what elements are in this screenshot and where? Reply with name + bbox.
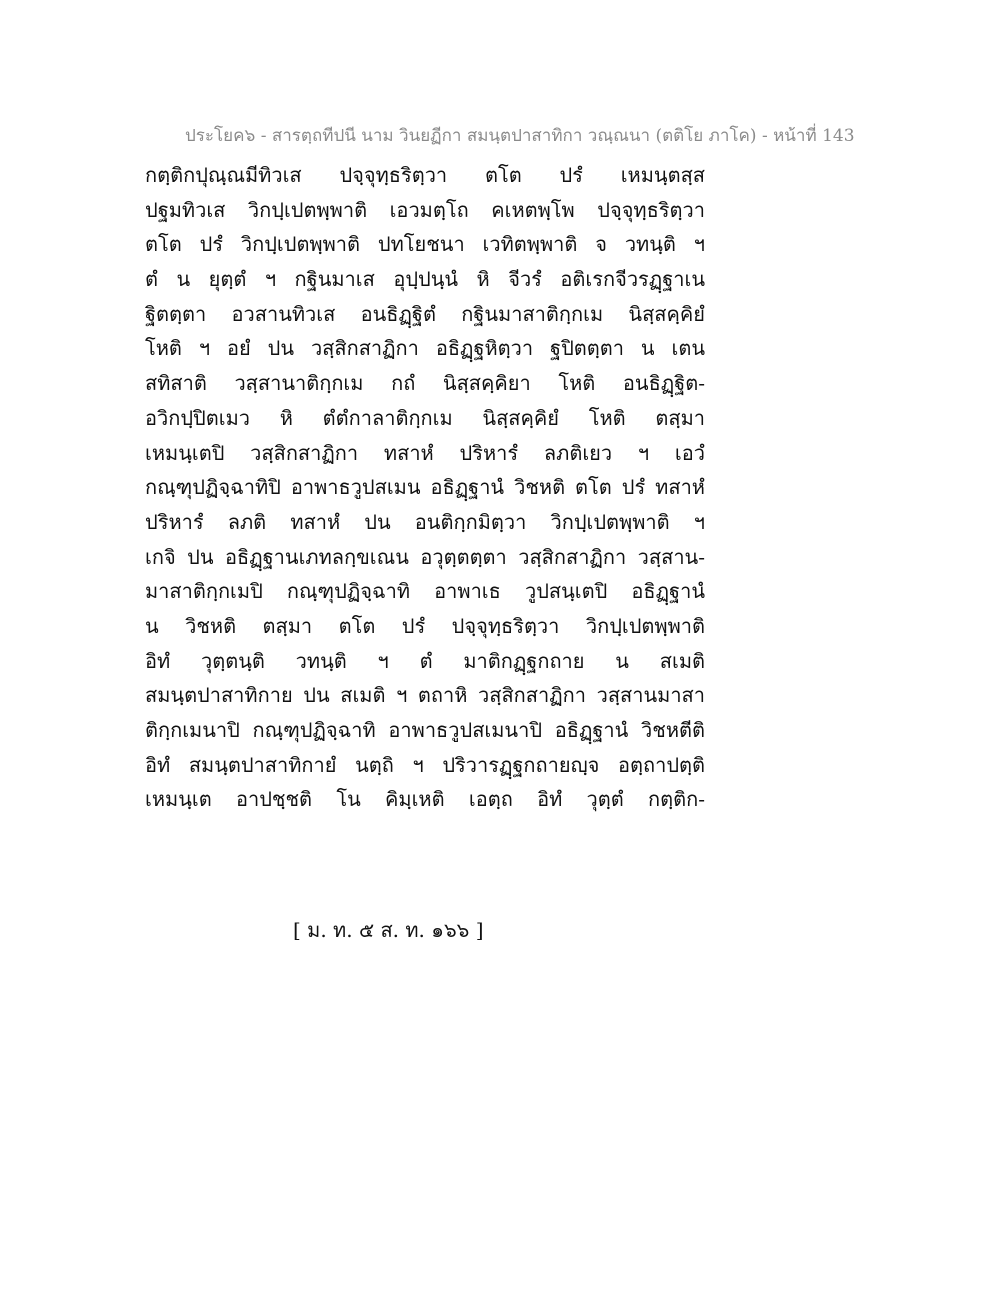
text-line: กตฺติกปุณฺณมีทิวเส ปจฺจุทฺธริตฺวา ตโต ปรํ เหมนฺตสฺส xyxy=(145,163,705,187)
text-line: ติกฺกเมนาปิ กณฺฑุปฏิจฺฉาทิ อาพาธวูปสเมนาปิ อธิฏฺฐานํ วิชหตีติ xyxy=(145,718,705,742)
text-line: สมนฺตปาสาทิกาย ปน สเมติ ฯ ตถาหิ วสฺสิกสาฏิกา วสฺสานมาสา xyxy=(145,683,705,708)
text-line: เหมนฺเต อาปชฺชติ โน คิมฺเหติ เอตฺถ อิทํ วุตฺตํ กตฺติก- xyxy=(145,787,705,812)
text-line: อิทํ สมนฺตปาสาทิกายํ นตฺถิ ฯ ปริวารฏฺฐกถายญฺจ อตฺถาปตฺติ xyxy=(145,752,705,777)
text-line: มาสาติกฺกเมปิ กณฺฑุปฏิจฺฉาทิ อาพาเธ วูปสนฺเตปิ อธิฏฺฐานํ xyxy=(145,579,705,604)
text-line: ปริหารํ ลภติ ทสาหํ ปน อนติกฺกมิตฺวา วิกปฺเปตพฺพาติ ฯ xyxy=(145,509,705,534)
body-text xyxy=(145,158,705,817)
text-line: กณฺฑุปฏิจฺฉาทิปิ อาพาธวูปสเมน อธิฏฺฐานํ วิชหติ ตโต ปรํ ทสาหํ xyxy=(145,475,705,500)
running-header: ประโยค๖ - สารตฺถทีปนี นาม วินยฏีกา สมนฺตปาสาทิกา วณฺณนา (ตติโย ภาโค) - หน้าที่ 143 xyxy=(185,126,855,146)
text-line: อิทํ วุตฺตนฺติ วทนฺติ ฯ ตํ มาติกฏฺฐกถาย น สเมติ xyxy=(145,648,705,673)
text-line: น วิชหติ ตสฺมา ตโต ปรํ ปจฺจุทฺธริตฺวา วิกปฺเปตพฺพาติ xyxy=(145,613,705,638)
footnote-reference: [ ม. ท. ๕ ส. ท. ๑๖๖ ] xyxy=(293,918,484,942)
text-line: ปฐมทิวเส วิกปฺเปตพฺพาติ เอวมตฺโถ คเหตพฺโพ ปจฺจุทฺธริตฺวา xyxy=(145,197,705,222)
text-line: สทิสาติ วสฺสานาติกฺกเม กถํ นิสฺสคฺคิยา โหติ อนธิฏฺฐิต- xyxy=(145,371,705,396)
text-line: อวิกปฺปิตเมว หิ ตํตํกาลาติกฺกเม นิสฺสคฺคิยํ โหติ ตสฺมา xyxy=(145,405,705,430)
text-line: โหติ ฯ อยํ ปน วสฺสิกสาฏิกา อธิฏฺฐหิตฺวา ฐปิตตฺตา น เตน xyxy=(145,336,705,361)
text-line: ตโต ปรํ วิกปฺเปตพฺพาติ ปทโยชนา เวทิตพฺพาติ จ วทนฺติ ฯ xyxy=(145,232,705,257)
text-line: เกจิ ปน อธิฏฺฐานเภทลกฺขเณน อวุตฺตตฺตา วสฺสิกสาฏิกา วสฺสาน- xyxy=(145,544,705,569)
text-line: ฐิตตฺตา อวสานทิวเส อนธิฏฺฐิตํ กฐินมาสาติกฺกเม นิสฺสคฺคิยํ xyxy=(145,301,705,326)
text-line: ตํ น ยุตฺตํ ฯ กฐินมาเส อุปฺปนฺนํ หิ จีวรํ อติเรกจีวรฏฺฐาเน xyxy=(145,267,705,292)
text-line: เหมนฺเตปิ วสฺสิกสาฏิกา ทสาหํ ปริหารํ ลภติเยว ฯ เอวํ xyxy=(145,440,705,465)
